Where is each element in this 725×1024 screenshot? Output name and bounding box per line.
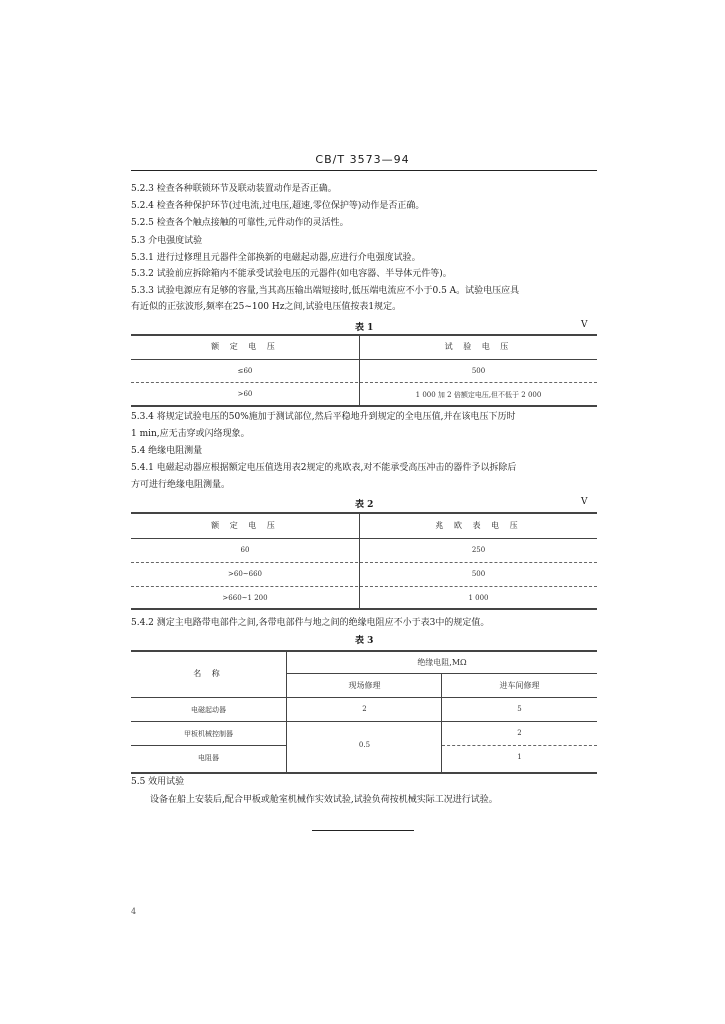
table1-header-test: 试 验 电 压 — [444, 342, 513, 351]
table3-merged-field: 0.5 — [358, 741, 371, 749]
table2-row1-megger: 250 — [471, 546, 486, 554]
table2-row-divider-1 — [131, 562, 597, 563]
page-number: 4 — [131, 907, 137, 916]
table2-header-rated: 额 定 电 压 — [211, 521, 279, 530]
clause-5-2-4: 5.2.4 检查各种保护环节(过电流,过电压,超速,零位保护等)动作是否正确。 — [131, 201, 425, 211]
table3-bottom-rule — [131, 772, 597, 774]
table2-header-megger: 兆 欧 表 电 压 — [435, 521, 522, 530]
table1-bottom-rule — [131, 405, 597, 407]
table2-row2-megger: 500 — [471, 570, 486, 578]
section-5-3-title: 5.3 介电强度试验 — [131, 236, 203, 246]
table2-header-rule — [131, 538, 597, 539]
table2-row3-rated: >660~1 200 — [222, 594, 268, 602]
clause-5-4-1-cont: 方可进行绝缘电阻测量。 — [131, 480, 231, 490]
header-rule — [131, 170, 597, 171]
table3-row2-name: 甲板机械控制器 — [184, 730, 233, 738]
table2-top-rule — [131, 512, 597, 514]
table1-header-rule — [131, 359, 597, 360]
clause-5-3-2: 5.3.2 试验前应拆除箱内不能承受试验电压的元器件(如电容器、半导体元件等)。 — [131, 269, 452, 279]
table2-row3-megger: 1 000 — [468, 594, 489, 602]
table3-row1-shop: 5 — [517, 705, 522, 713]
section-5-4-title: 5.4 绝缘电阻测量 — [131, 446, 203, 456]
table1-row2-test: 1 000 加 2 倍额定电压,但不低于 2 000 — [415, 391, 542, 399]
table3-header-insulation: 绝缘电阻,MΩ — [417, 658, 467, 667]
table3-header-shop: 进车间修理 — [499, 681, 540, 690]
table3-row3-shop: 1 — [517, 753, 522, 761]
table3-row2-shop: 2 — [517, 729, 522, 737]
standard-code-header: CB/T 3573—94 — [315, 153, 410, 166]
clause-5-5-body: 设备在船上安装后,配合甲板或舱室机械作实效试验,试验负荷按机械实际工况进行试验。 — [150, 795, 498, 805]
clause-5-3-4-cont: 1 min,应无击穿或闪络现象。 — [131, 429, 250, 439]
table3-row3-name: 电阻器 — [198, 754, 219, 762]
table1-row2-rated: >60 — [237, 390, 253, 398]
table2-row1-rated: 60 — [240, 546, 250, 554]
table2-unit: V — [581, 497, 588, 507]
table1-unit: V — [581, 320, 588, 330]
table2-row-divider-2 — [131, 586, 597, 587]
table1-row-divider — [131, 382, 597, 383]
table3-group-rule — [287, 673, 597, 674]
table2-row2-rated: >60~660 — [228, 570, 262, 578]
table1-top-rule — [131, 334, 597, 336]
clause-5-3-1: 5.3.1 进行过修理且元器件全部换新的电磁起动器,应进行介电强度试验。 — [131, 253, 421, 263]
table1-header-rated: 额 定 电 压 — [211, 342, 279, 351]
clause-5-4-1: 5.4.1 电磁起动器应根据额定电压值选用表2规定的兆欧表,对不能承受高压冲击的器件予以拆除后 — [131, 463, 517, 473]
table1-row1-rated: ≤60 — [237, 367, 253, 375]
clause-5-3-3-cont: 有近似的正弦波形,频率在25~100 Hz之间,试验电压值按表1规定。 — [131, 302, 402, 312]
clause-5-3-4: 5.3.4 将规定试验电压的50%施加于测试部位,然后平稳地升到规定的全电压值,并在该电压下历时 — [131, 412, 516, 422]
table3-row1-rule — [131, 721, 597, 722]
table2-bottom-rule — [131, 608, 597, 610]
table3-header-field: 现场修理 — [348, 681, 381, 690]
table1-row1-test: 500 — [471, 367, 486, 375]
table3-row1-field: 2 — [362, 705, 367, 713]
table3-top-rule — [131, 650, 597, 652]
table3-row2-rule-left — [131, 745, 286, 746]
clause-5-2-5: 5.2.5 检查各个触点接触的可靠性,元件动作的灵活性。 — [131, 218, 349, 228]
clause-5-4-2: 5.4.2 测定主电路带电部件之间,各带电部件与地之间的绝缘电阻应不小于表3中的规定值。 — [131, 618, 490, 628]
table3-header-rule — [131, 697, 597, 698]
table3-row1-name: 电磁起动器 — [191, 706, 226, 714]
table3-row2-rule-right — [442, 745, 597, 746]
table1-caption: 表 1 — [355, 323, 374, 333]
table3-caption: 表 3 — [355, 636, 374, 646]
table3-header-name: 名 称 — [193, 669, 224, 678]
table2-caption: 表 2 — [355, 500, 374, 510]
end-rule — [312, 830, 414, 831]
clause-5-3-3: 5.3.3 试验电源应有足够的容量,当其高压输出端短接时,低压端电流应不小于0.5 A。试验电压应具 — [131, 286, 520, 296]
section-5-5-title: 5.5 效用试验 — [131, 777, 185, 787]
clause-5-2-3: 5.2.3 检查各种联锁环节及联动装置动作是否正确。 — [131, 184, 337, 194]
